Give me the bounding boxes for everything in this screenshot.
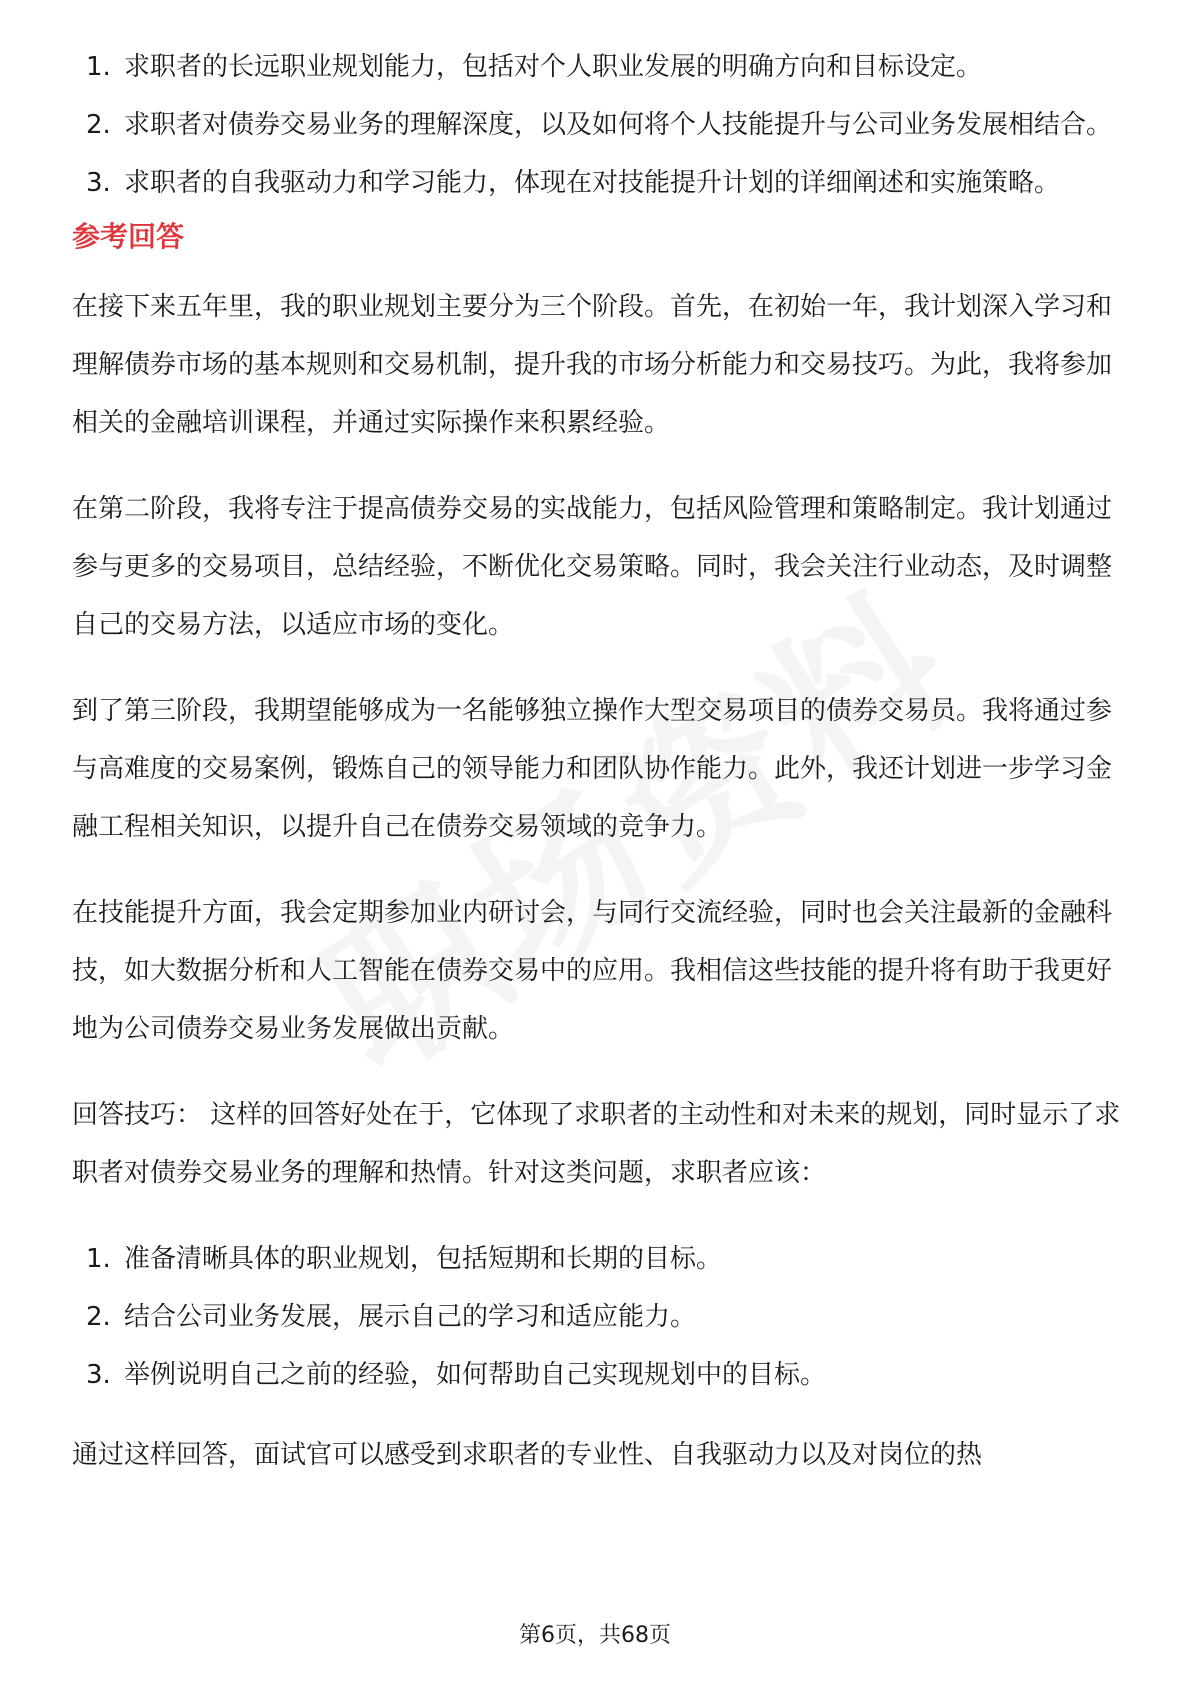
paragraph: 在接下来五年里，我的职业规划主要分为三个阶段。首先，在初始一年，我计划深入学习和理解债券市场的基本规则和交易机制，提升我的市场分析能力和交易技巧。为此，我将参加相关的金融培训课程，并通过实际操作来积累经验。 [72,292,1113,438]
list-item-number: 2. [86,110,111,140]
list-item-number: 3. [86,168,111,198]
list-item-number: 2. [86,1302,111,1332]
page-number-footer: 第6页，共68页 [519,1623,671,1648]
list-item-text: 求职者对债券交易业务的理解深度，以及如何将个人技能提升与公司业务发展相结合。 [124,110,1113,140]
list-item-number: 1. [86,1244,111,1274]
document-body [72,38,1132,1512]
list-item-text: 求职者的长远职业规划能力，包括对个人职业发展的明确方向和目标设定。 [124,52,983,82]
tips-list [72,1230,1132,1404]
list-item [72,1288,1132,1346]
list-item-number: 1. [86,52,111,82]
list-item [72,38,1132,96]
paragraph: 在第二阶段，我将专注于提高债券交易的实战能力，包括风险管理和策略制定。我计划通过参与更多的交易项目，总结经验，不断优化交易策略。同时，我会关注行业动态，及时调整自己的交易方法，以适应市场的变化。 [72,494,1113,640]
list-item [72,154,1132,212]
list-item [72,1346,1132,1404]
list-item-text: 结合公司业务发展，展示自己的学习和适应能力。 [124,1302,697,1332]
evaluation-points-list [72,38,1132,212]
list-item-number: 3. [86,1360,111,1390]
list-item-text: 求职者的自我驱动力和学习能力，体现在对技能提升计划的详细阐述和实施策略。 [124,168,1061,198]
section-title: 参考回答 [72,220,185,253]
list-item [72,96,1132,154]
paragraph: 到了第三阶段，我期望能够成为一名能够独立操作大型交易项目的债券交易员。我将通过参与高难度的交易案例，锻炼自己的领导能力和团队协作能力。此外，我还计划进一步学习金融工程相关知识，以提升自己在债券交易领域的竞争力。 [72,696,1113,842]
answer-tips-paragraph: 回答技巧： 这样的回答好处在于，它体现了求职者的主动性和对未来的规划，同时显示了求职者对债券交易业务的理解和热情。针对这类问题，求职者应该： [72,1100,1121,1188]
list-item [72,1230,1132,1288]
paragraph: 在技能提升方面，我会定期参加业内研讨会，与同行交流经验，同时也会关注最新的金融科技，如大数据分析和人工智能在债券交易中的应用。我相信这些技能的提升将有助于我更好地为公司债券交易业务发展做出贡献。 [72,898,1113,1044]
list-item-text: 准备清晰具体的职业规划，包括短期和长期的目标。 [124,1244,723,1274]
closing-paragraph: 通过这样回答，面试官可以感受到求职者的专业性、自我驱动力以及对岗位的热 [72,1440,983,1470]
list-item-text: 举例说明自己之前的经验，如何帮助自己实现规划中的目标。 [124,1360,827,1390]
